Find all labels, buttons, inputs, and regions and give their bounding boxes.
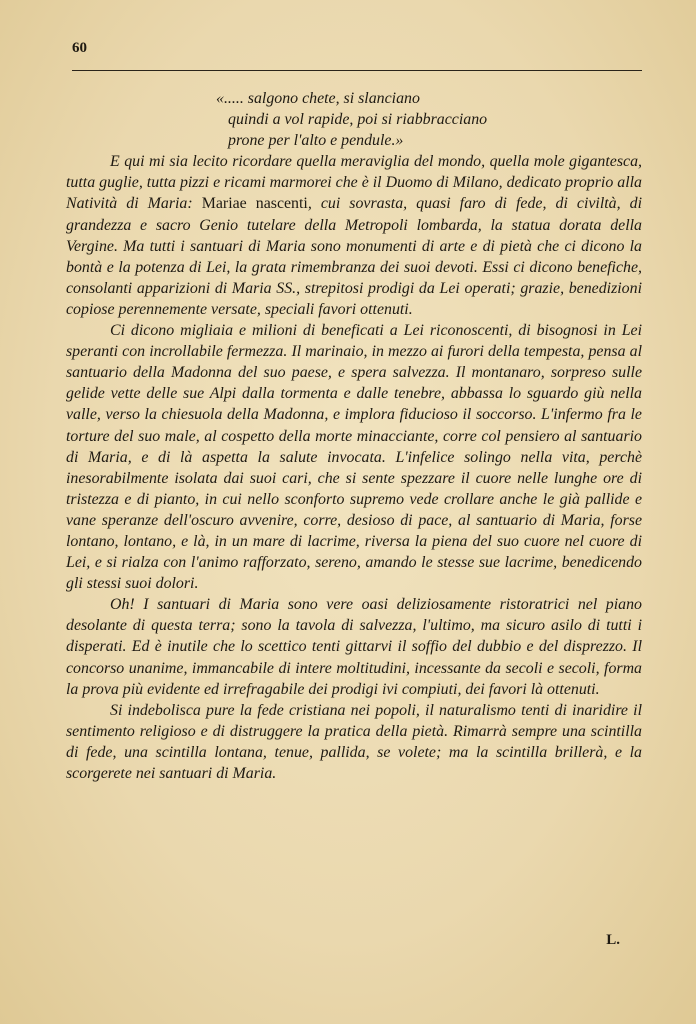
- page-number: 60: [72, 40, 87, 56]
- paragraph-text: , cui sovrasta, quasi faro di fede, di civiltà, di grandezza e sacro Genio tutelare della Metropoli lombarda, la statua dorata della Vergine. Ma tutti i santuari di Maria sono monumenti di arte e di pietà che ci dicono la bontà e la potenza di Lei, la grata rimembranza dei suoi devoti. Essi ci dicono benefiche, consolanti apparizioni di Maria SS., strepitosi prodigi da Lei operati; grazie, benedizioni copiose perennemente versate, speciali favori ottenuti.: [66, 195, 642, 318]
- paragraph-text: E qui mi sia lecito ricordare quella meraviglia del mondo, quella mole gigantesca, tutta guglie, tutta pizzi e ricami marmorei che è il Duomo di Milano, dedicato proprio alla Natività di Maria:: [66, 153, 642, 213]
- page-body: [66, 88, 642, 784]
- paragraph-beneficati: Ci dicono migliaia e milioni di beneficati a Lei riconoscenti, di bisognosi in Lei speranti con incrollabile fermezza. Il marinaio, in mezzo ai furori della tempesta, pensa al santuario della Madonna del suo paese, e spera salvezza. Il montanaro, sorpreso sulle gelide vette delle sue Alpi dalla tormenta e dalle tenebre, abbassa lo sguardo giù nella valle, verso la chiesuola della Madonna, e implora fiducioso il soccorso. L'infermo fra le torture del suo male, al cospetto della morte minacciante, corre col pensiero al santuario di Maria, e di là aspetta la salute invocata. L'infelice solingo nella vita, perchè inesorabilmente isolata dai suoi cari, che si sente spezzare il cuore nelle lunghe ore di tristezza e di pianto, in cui nello sconforto supremo vede crollare anche le già pallide e vane speranze dell'oscuro avvenire, corre, desioso di pace, al santuario di Maria, forse lontano, lontano, e là, in un mare di lacrime, riversa la piena del suo cuore nel cuore di Lei, e si rialza con l'animo rafforzato, sereno, amando le stesse sue lacrime, benedicendo gli stessi suoi dolori.: [66, 322, 642, 593]
- verse-line: prone per l'alto e pendule.»: [228, 132, 404, 150]
- author-signature: L.: [606, 932, 620, 948]
- paragraph-scintilla: Si indebolisca pure la fede cristiana nei popoli, il naturalismo tenti di inaridire il sentimento religioso e di distruggere la pratica della pietà. Rimarrà sempre una scintilla di fede, una scintilla lontana, tenue, pallida, se volete; ma la scintilla brillerà, e la scorgerete nei santuari di Maria.: [66, 701, 642, 782]
- paragraph-duomo: [66, 151, 642, 320]
- latin-phrase: Mariae nascenti: [201, 195, 308, 213]
- header-rule: [72, 70, 642, 71]
- paragraph-oasi: Oh! I santuari di Maria sono vere oasi deliziosamente ristoratrici nel piano desolante di questa terra; sono la tavola di salvezza, l'ultimo, ma sicuro asilo di tutti i disperati. Ed è inutile che lo scettico tenti gittarvi il soffio del dubbio e del disprezzo. Il concorso unanime, immancabile di intere moltitudini, incessante da secoli e secoli, forma la prova più evidente ed irrefragabile dei prodigi ivi compiuti, dei favori là ottenuti.: [66, 596, 642, 698]
- verse-line: «..... salgono chete, si slanciano: [216, 90, 420, 107]
- verse-quote: [216, 88, 642, 151]
- verse-line: quindi a vol rapide, poi si riabbracciano: [228, 111, 488, 129]
